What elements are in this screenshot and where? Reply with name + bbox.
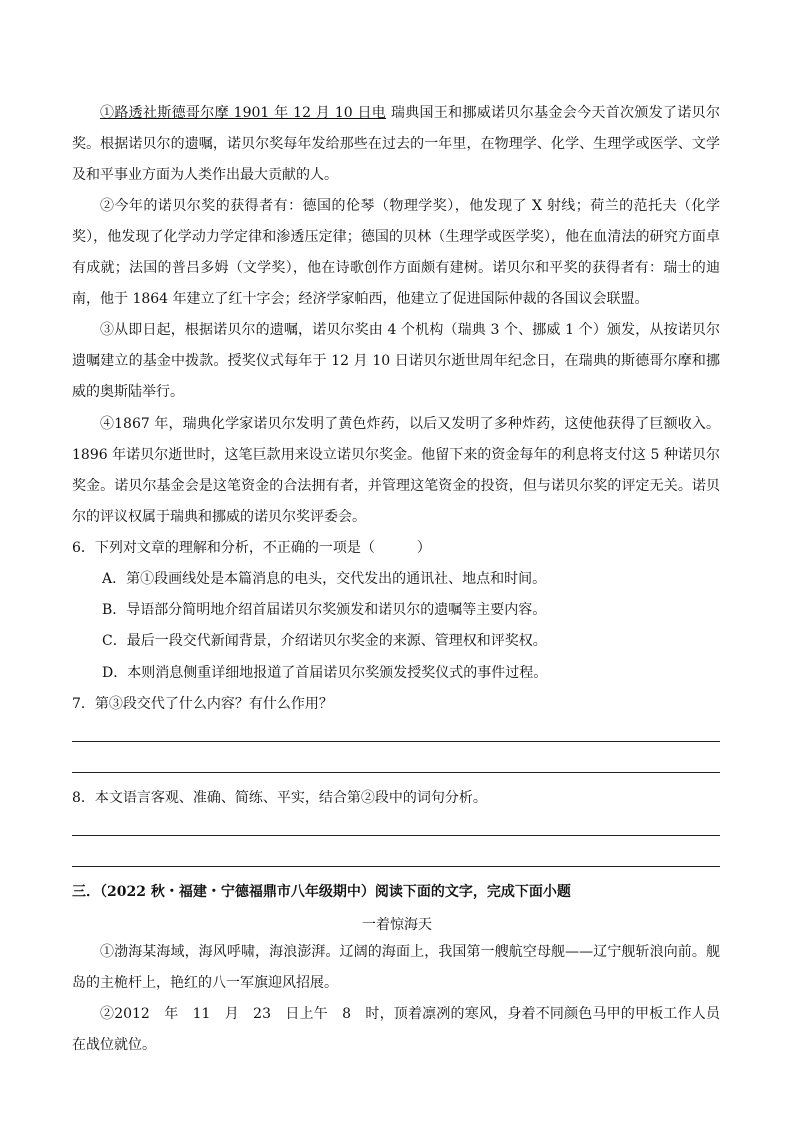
- question-7: 7．第③段交代了什么内容？有什么作用？: [72, 696, 333, 712]
- article-2-paragraph-2: ②2012 年 11 月 23 日上午 8 时，顶着凛冽的寒风，身着不同颜色马甲的甲板工作人员在战位就位。: [72, 1006, 720, 1053]
- answer-line-8-1[interactable]: [72, 835, 720, 836]
- dateline-underlined: ①路透社斯德哥尔摩 1901 年 12 月 10 日电: [100, 105, 387, 121]
- question-6-option-d: D．本则消息侧重详细地报道了首届诺贝尔奖颁发授奖仪式的事件过程。: [102, 665, 548, 681]
- article-paragraph-1: [72, 98, 720, 191]
- question-6-option-b: B．导语部分简明地介绍首届诺贝尔奖颁发和诺贝尔的遗嘱等主要内容。: [102, 602, 547, 618]
- question-6-option-c: C．最后一段交代新闻背景，介绍诺贝尔奖金的来源、管理权和评奖权。: [102, 633, 547, 649]
- article-paragraph-2: ②今年的诺贝尔奖的获得者有：德国的伦琴（物理学奖），他发现了 X 射线；荷兰的范托夫（化学奖），他发现了化学动力学定律和渗透压定律；德国的贝林（生理学或医学奖），他在血清法的研究方面卓有成就；法国的普吕多姆（文学奖），他在诗歌创作方面颇有建树。诺贝尔和平奖的获得者有：瑞士的迪南，他于 1864 年建立了红十字会；经济学家帕西，他建立了促进国际仲裁的各国议会联盟。: [72, 198, 720, 307]
- answer-line-7-2[interactable]: [72, 772, 720, 773]
- article-2-paragraph-1: ①渤海某海域，海风呼啸，海浪澎湃。辽阔的海面上，我国第一艘航空母舰——辽宁舰斩浪向前。舰岛的主桅杆上，艳红的八一军旗迎风招展。: [72, 944, 720, 991]
- section-3-heading: 三．（2022 秋・福建・宁德福鼎市八年级期中）阅读下面的文字，完成下面小题: [72, 884, 571, 900]
- question-6-option-a: A．第①段画线处是本篇消息的电头，交代发出的通讯社、地点和时间。: [102, 571, 547, 587]
- article-2-title: 一着惊海天: [362, 917, 432, 933]
- article-paragraph-4: ④1867 年，瑞典化学家诺贝尔发明了黄色炸药，以后又发明了多种炸药，这使他获得了巨额收入。1896 年诺贝尔逝世时，这笔巨款用来设立诺贝尔奖金。他留下来的资金每年的利息将支付这 5 种诺贝尔奖金。诺贝尔基金会是这笔资金的合法拥有者，并管理这笔资金的投资，但与诺贝尔奖的评定无关。诺贝尔的评议权属于瑞典和挪威的诺贝尔奖评委会。: [72, 416, 720, 525]
- paragraph-1-text: 瑞典国王和挪威诺贝尔基金会今天首次颁发了诺贝尔奖。根据诺贝尔的遗嘱，诺贝尔奖每年发给那些在过去的一年里，在物理学、化学、生理学或医学、文学及和平事业方面为人类作出最大贡献的人。: [72, 105, 720, 183]
- question-6: 6．下列对文章的理解和分析，不正确的一项是（ ）: [72, 540, 431, 556]
- answer-line-7-1[interactable]: [72, 741, 720, 742]
- article-paragraph-3: ③从即日起，根据诺贝尔的遗嘱，诺贝尔奖由 4 个机构（瑞典 3 个、挪威 1 个）颁发，从按诺贝尔遗嘱建立的基金中拨款。授奖仪式每年于 12 月 10 日诺贝尔逝世周年纪念日，在瑞典的斯德哥尔摩和挪威的奥斯陆举行。: [72, 322, 720, 400]
- question-8: 8．本文语言客观、准确、简练、平实，结合第②段中的词句分析。: [72, 790, 487, 806]
- answer-line-8-2[interactable]: [72, 866, 720, 867]
